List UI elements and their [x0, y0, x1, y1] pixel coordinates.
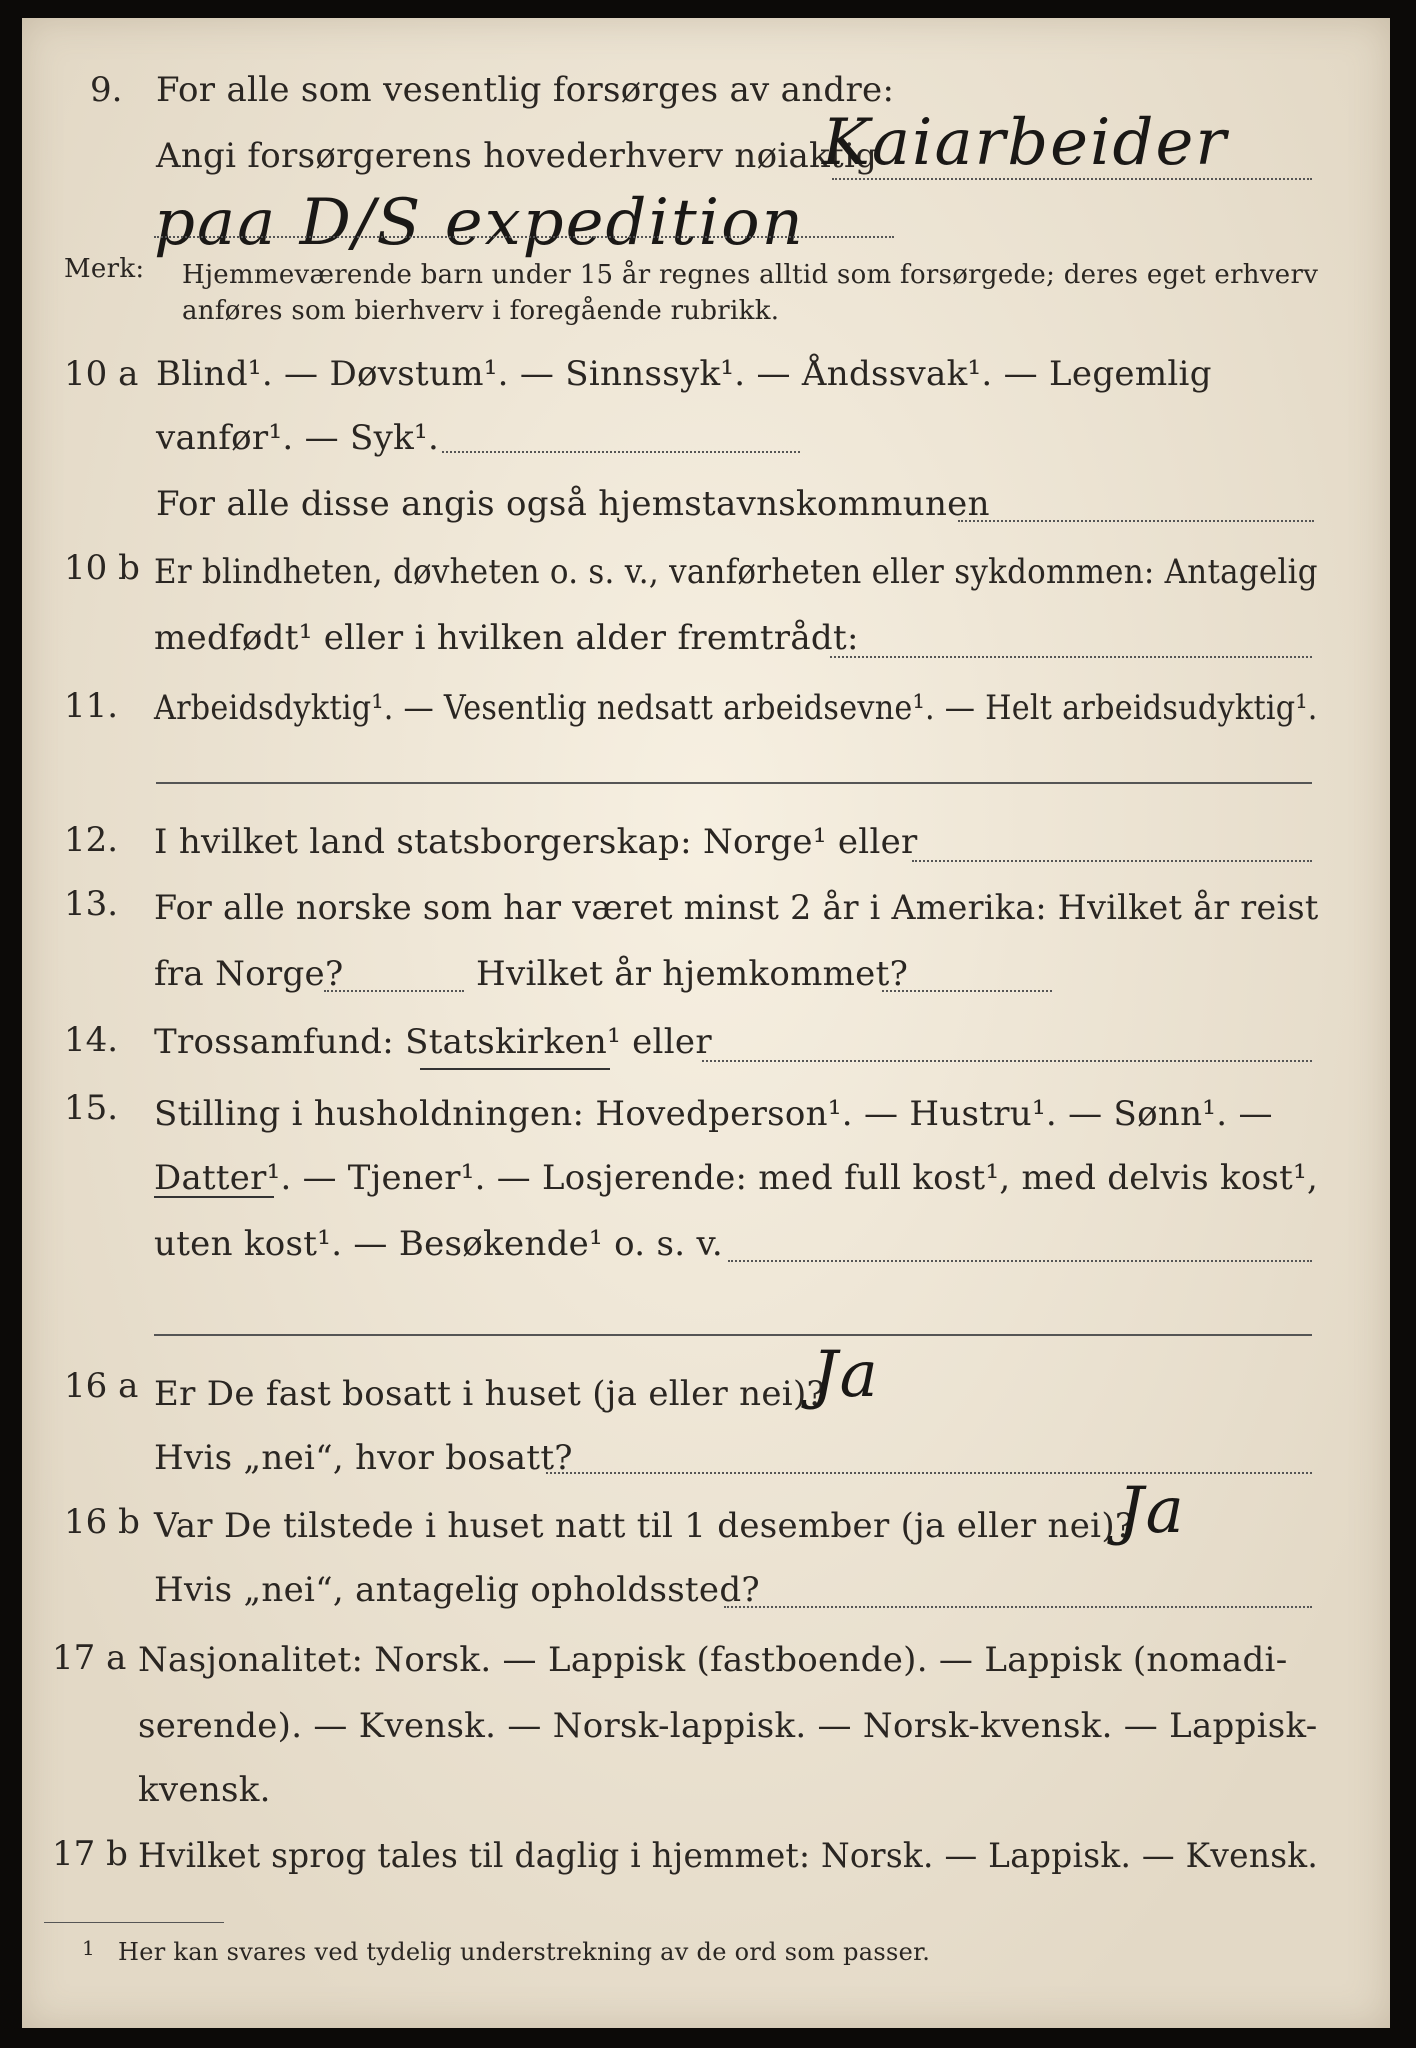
q13-line1: For alle norske som har været minst 2 år i Amerika: Hvilket år reist [154, 888, 1319, 928]
merk-line2: anføres som bierhverv i foregående rubrikk. [182, 296, 780, 326]
q10b-line2: medfødt¹ eller i hvilken alder fremtrådt: [154, 618, 859, 658]
q16a-number: 16 a [64, 1366, 139, 1406]
q14-number: 14. [64, 1020, 119, 1060]
q12-answer-line [912, 860, 1312, 862]
q16a-handwritten-answer: Ja [812, 1338, 880, 1412]
q10a-hometown-line [958, 520, 1314, 522]
q14-line1: Trossamfund: Statskirken¹ eller [154, 1022, 712, 1062]
q15-rule [154, 1334, 1312, 1336]
q17a-line1: Nasjonalitet: Norsk. — Lappisk (fastboende). — Lappisk (nomadi- [138, 1640, 1288, 1680]
q17b-line1: Hvilket sprog tales til daglig i hjemmet: Norsk. — Lappisk. — Kvensk. [138, 1836, 1319, 1876]
q14-underline-statskirken [420, 1068, 610, 1070]
q13-return-year-line [882, 990, 1052, 992]
q12-line1: I hvilket land statsborgerskap: Norge¹ eller [154, 822, 918, 862]
q16b-number: 16 b [64, 1502, 140, 1542]
q9-handwritten-occupation: Kaiarbeider [822, 106, 1228, 180]
q11-line1: Arbeidsdyktig¹. — Vesentlig nedsatt arbeidsevne¹. — Helt arbeidsudyktig¹. [154, 688, 1318, 728]
q16a-answer-line [546, 1472, 1312, 1474]
merk-label: Merk: [64, 254, 145, 284]
q11-number: 11. [64, 686, 119, 726]
q15-answer-line [728, 1260, 1312, 1262]
q17a-line3: kvensk. [138, 1770, 271, 1810]
q13-departure-year-line [324, 990, 464, 992]
q9-number: 9. [90, 70, 123, 110]
q10a-line1: Blind¹. — Døvstum¹. — Sinnssyk¹. — Åndssvak¹. — Legemlig [156, 354, 1212, 394]
merk-line1: Hjemmeværende barn under 15 år regnes alltid som forsørgede; deres eget erhverv [182, 260, 1319, 290]
q10a-number: 10 a [64, 354, 139, 394]
q14-answer-line [702, 1060, 1312, 1062]
q17a-line2: serende). — Kvensk. — Norsk-lappisk. — Norsk-kvensk. — Lappisk- [138, 1706, 1318, 1746]
q15-number: 15. [64, 1088, 119, 1128]
q9-line1: For alle som vesentlig forsørges av andre: [156, 70, 895, 110]
q16a-line2: Hvis „nei“, hvor bosatt? [154, 1438, 573, 1478]
q15-line3: uten kost¹. — Besøkende¹ o. s. v. [154, 1224, 724, 1264]
q17b-number: 17 b [52, 1834, 128, 1874]
q9-handwritten-occupation-cont: paa D/S expedition [154, 186, 805, 260]
q9-answer-line1 [832, 178, 1312, 180]
q16b-handwritten-answer: Ja [1118, 1474, 1186, 1548]
q17a-number: 17 a [52, 1638, 127, 1678]
q13-number: 13. [64, 884, 119, 924]
q13-line2a: fra Norge? [154, 954, 344, 994]
q13-line2b: Hvilket år hjemkommet? [476, 954, 909, 994]
q10a-line3: For alle disse angis også hjemstavnskommunen [156, 484, 990, 524]
q12-number: 12. [64, 820, 119, 860]
census-form-page [22, 18, 1390, 2028]
q15-line2: Datter¹. — Tjener¹. — Losjerende: med full kost¹, med delvis kost¹, [154, 1158, 1319, 1198]
footnote-mark: 1 [82, 1936, 96, 1960]
q16b-line1: Var De tilstede i huset natt til 1 desember (ja eller nei)? [154, 1506, 1134, 1546]
q10b-line1: Er blindheten, døvheten o. s. v., vanførheten eller sykdommen: Antagelig [154, 552, 1318, 592]
q16a-line1: Er De fast bosatt i huset (ja eller nei)? [154, 1374, 826, 1414]
q15-line1: Stilling i husholdningen: Hovedperson¹. — Hustru¹. — Sønn¹. — [154, 1094, 1273, 1134]
q10b-number: 10 b [64, 548, 140, 588]
footnote-text: Her kan svares ved tydelig understrekning av de ord som passer. [118, 1938, 931, 1966]
q9-answer-line2 [154, 236, 894, 238]
q10b-answer-line [830, 656, 1312, 658]
q15-underline-datter [154, 1196, 274, 1198]
q16b-answer-line [724, 1606, 1312, 1608]
footnote-rule [44, 1922, 224, 1923]
q16b-line2: Hvis „nei“, antagelig opholdssted? [154, 1570, 760, 1610]
q9-line2: Angi forsørgerens hovederhverv nøiaktig [156, 136, 878, 176]
q10a-answer-line [442, 451, 800, 453]
q11-rule [156, 782, 1312, 784]
q10a-line2: vanfør¹. — Syk¹. [156, 418, 440, 458]
